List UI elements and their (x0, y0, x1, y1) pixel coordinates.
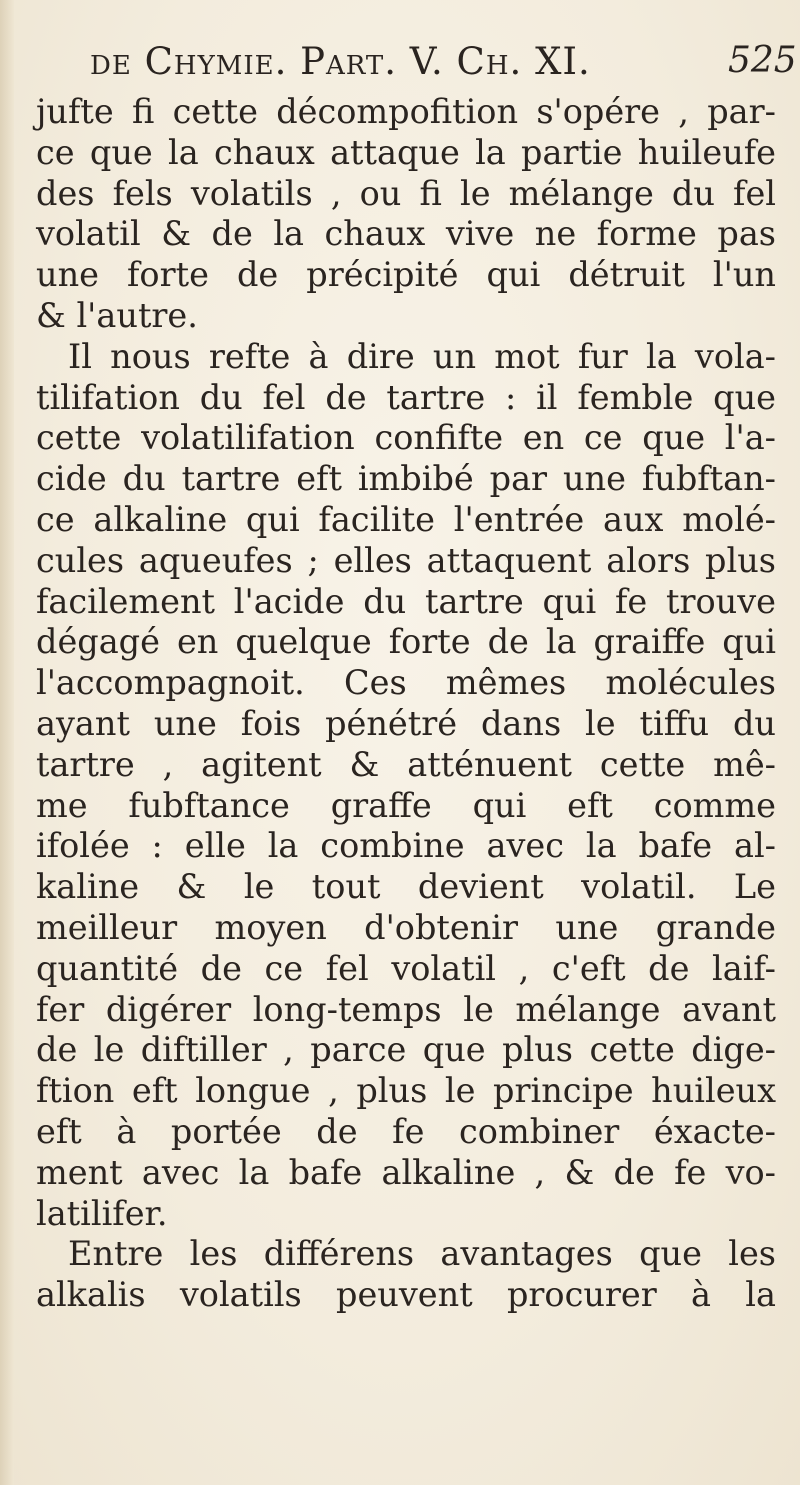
text-line: & l'autre. (36, 295, 198, 335)
text-line: cette volatilifation confifte en ce que l'a- (36, 418, 776, 458)
running-head (0, 40, 800, 90)
text-line: jufte fi cette décompofition s'opére , par- (36, 92, 776, 131)
text-line: cules aqueufes ; elles attaquent alors plus (36, 540, 776, 580)
text-line: ifolée : elle la combine avec la bafe al- (36, 826, 776, 866)
text-line: ayant une fois pénétré dans le tiffu du (36, 703, 776, 743)
text-line: me fubftance graffe qui eft comme (36, 785, 776, 825)
text-line: ce que la chaux attaque la partie huileufe (36, 132, 776, 172)
text-line: meilleur moyen d'obtenir une grande (36, 907, 776, 947)
text-line: dégagé en quelque forte de la graiffe qui (36, 622, 776, 662)
page-number: 525 (728, 40, 797, 81)
text-line: tartre , agitent & atténuent cette mê- (36, 744, 776, 784)
text-line: ce alkaline qui facilite l'entrée aux molé- (36, 499, 776, 539)
text-line: volatil & de la chaux vive ne forme pas (36, 214, 776, 254)
text-line: de le diftiller , parce que plus cette dige- (36, 1030, 776, 1070)
body-text (36, 92, 776, 1316)
text-line: eft à portée de fe combiner éxacte- (36, 1111, 776, 1151)
text-line: Entre les différens avantages que les (68, 1234, 776, 1274)
text-line: cide du tartre eft imbibé par une fubftan- (36, 459, 776, 499)
text-line: latilifer. (36, 1193, 168, 1233)
text-line: une forte de précipité qui détruit l'un (36, 255, 776, 295)
running-head-title: de Chymie. Part. V. Ch. XI. (90, 40, 591, 83)
text-line: tilifation du fel de tartre : il femble que (36, 377, 776, 417)
page-gutter (0, 0, 14, 1485)
text-line: l'accompagnoit. Ces mêmes molécules (36, 663, 776, 703)
text-line: alkalis volatils peuvent procurer à la (36, 1275, 776, 1315)
text-line: facilement l'acide du tartre qui fe trouve (36, 581, 776, 621)
text-line: ment avec la bafe alkaline , & de fe vo- (36, 1152, 776, 1192)
text-line: Il nous refte à dire un mot fur la vola- (68, 336, 776, 376)
text-line: kaline & le tout devient volatil. Le (36, 867, 776, 907)
text-line: fer digérer long-temps le mélange avant (36, 989, 776, 1029)
text-line: quantité de ce fel volatil , c'eft de laif- (36, 948, 776, 988)
text-line: des fels volatils , ou fi le mélange du fel (36, 173, 776, 213)
text-line: ftion eft longue , plus le principe huileux (36, 1071, 776, 1111)
